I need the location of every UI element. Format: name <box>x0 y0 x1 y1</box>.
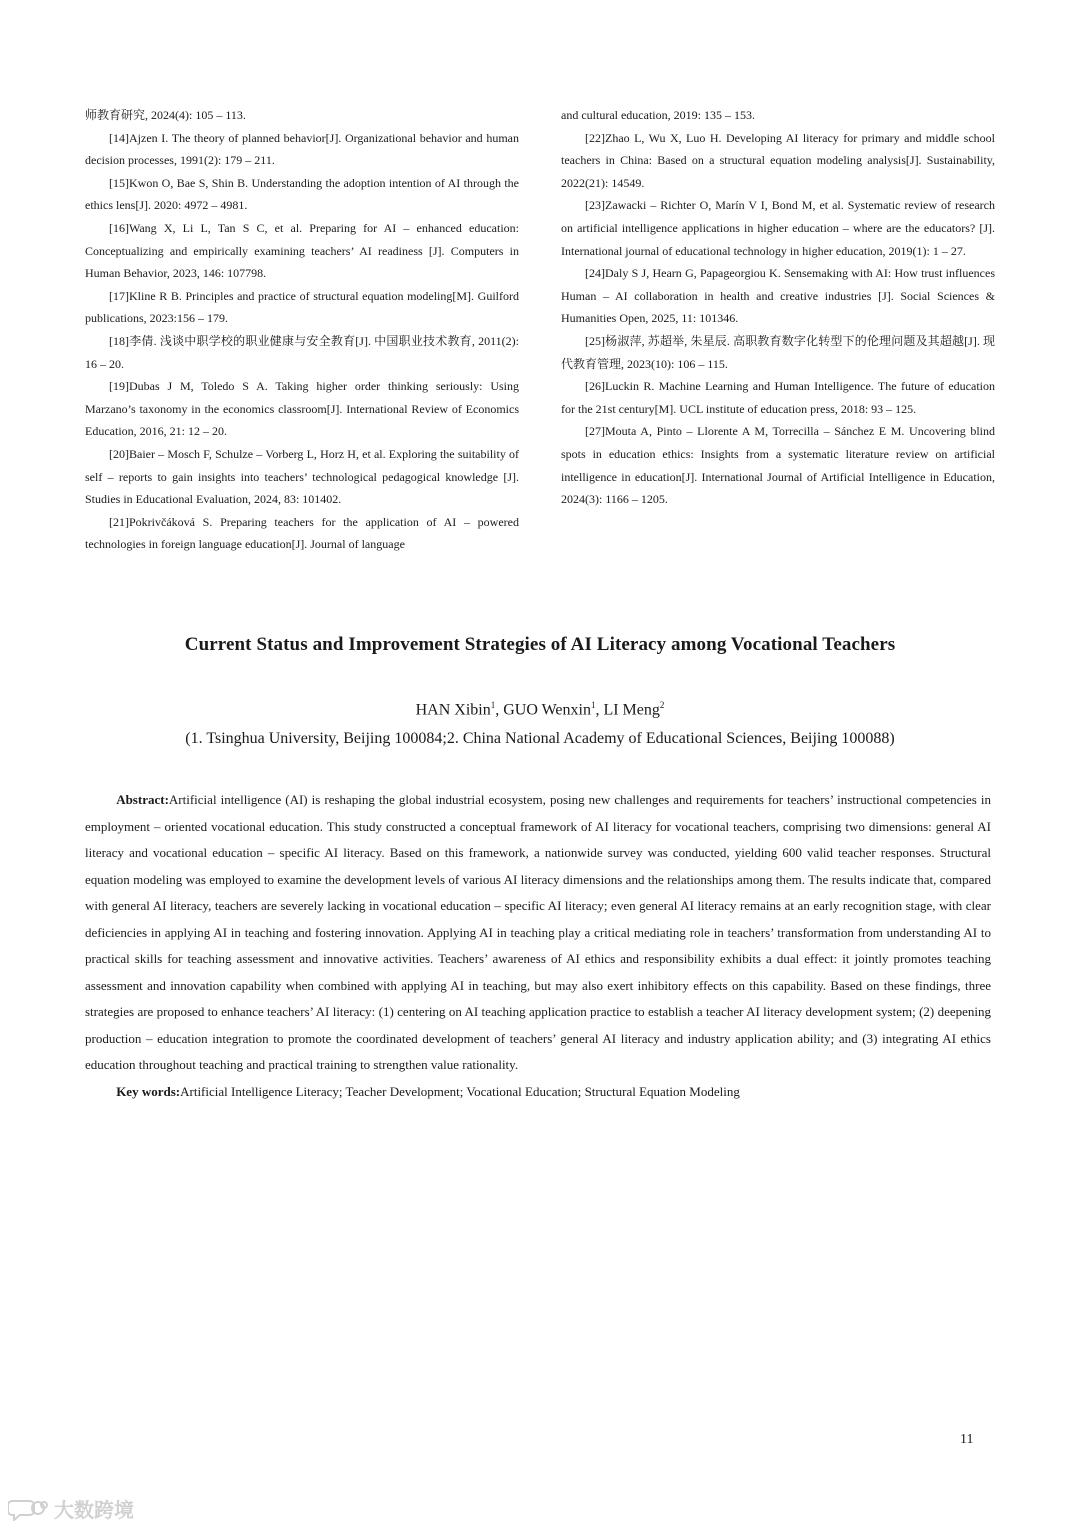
watermark <box>8 1494 134 1523</box>
reference-entry: 师教育研究, 2024(4): 105 – 113. <box>85 108 246 122</box>
affiliations: (1. Tsinghua University, Beijing 100084;2. China National Academy of Educational Sciences, Beijing 100088) <box>185 730 895 747</box>
keywords-label: Key words: <box>116 1083 181 1099</box>
author-line <box>0 700 1080 719</box>
abstract-text: Artificial intelligence (AI) is reshaping the global industrial ecosystem, posing new challenges and requirements for teachers’ instructional competencies in employment – oriented vocational education. This study constructed a conceptual framework of AI literacy for vocational teachers, comprising two dimensions: general AI literacy and vocational education – specific AI literacy. Based on this framework, a nationwide survey was conducted, yielding 600 valid teacher responses. Structural equation modeling was employed to examine the development levels of various AI literacy dimensions and the relationships among them. The results indicate that, compared with general AI literacy, teachers are severely lacking in vocational education – specific AI literacy; even general AI literacy remains at an early recognition stage, with clear deficiencies in applying AI in teaching and fostering innovation. Applying AI in teaching play a critical mediating role in teachers’ transformation from understanding AI to practical skills for teaching assessment and innovative activities. Teachers’ awareness of AI ethics and responsibility exhibits a dual effect: it jointly promotes teaching assessment and innovation capability when combined with applying AI in teaching, but may also exert inhibitory effects on this capability. Based on these findings, three strategies are proposed to enhance teachers’ AI literacy: (1) centering on AI teaching application practice to establish a teacher AI literacy development system; (2) deepening production – education integration to promote the coordinated development of teachers’ general AI literacy and industry application ability; and (3) integrating AI ethics education throughout teaching and practical training to strengthen value rationality. <box>85 792 991 1072</box>
author-affiliation-marker: 1 <box>490 700 496 710</box>
author-affiliation-marker: 1 <box>590 700 596 710</box>
reference-entry: [19]Dubas J M, Toledo S A. Taking higher order thinking seriously: Using Marzano’s taxonomy in the economics classroom[J]. International Review of Economics Education, 2016, 21: 12 – 20. <box>85 379 519 439</box>
author-name: GUO Wenxin <box>503 701 591 719</box>
keywords-text: Artificial Intelligence Literacy; Teacher Development; Vocational Education; Structural Equation Modeling <box>180 1083 740 1099</box>
reference-entry: [23]Zawacki – Richter O, Marín V I, Bond M, et al. Systematic review of research on artificial intelligence applications in higher education – where are the educators? [J]. International journal of educational technology in higher education, 2019(1): 1 – 27. <box>561 198 995 258</box>
keywords-paragraph <box>85 1079 991 1106</box>
reference-column-right <box>561 104 995 556</box>
reference-entry: and cultural education, 2019: 135 – 153. <box>561 108 755 122</box>
watermark-text: 大数跨境 <box>54 1498 134 1522</box>
reference-entry: [26]Luckin R. Machine Learning and Human Intelligence. The future of education for the 21st century[M]. UCL institute of education press, 2018: 93 – 125. <box>561 379 995 416</box>
page-number: 11 <box>960 1432 974 1447</box>
reference-entry: [25]杨淑萍, 苏超举, 朱星辰. 高职教育数字化转型下的伦理问题及其超越[J]. 现代教育管理, 2023(10): 106 – 115. <box>561 333 995 371</box>
reference-entry: [24]Daly S J, Hearn G, Papageorgiou K. Sensemaking with AI: How trust influences Human – AI collaboration in health and creative industries [J]. Social Sciences & Humanities Open, 2025, 11: 101346. <box>561 266 995 326</box>
abstract-block <box>85 787 991 1105</box>
author-separator: , <box>495 701 504 719</box>
speech-bubble-logo-icon <box>8 1497 48 1521</box>
reference-entry: [21]Pokrivčáková S. Preparing teachers for the application of AI – powered technologies in foreign language education[J]. Journal of language <box>85 514 519 552</box>
reference-entry: [27]Mouta A, Pinto – Llorente A M, Torrecilla – Sánchez E M. Uncovering blind spots in education ethics: Insights from a systematic literature review on artificial intelligence in education[J]. International Journal of Artificial Intelligence in Education, 2024(3): 1166 – 1205. <box>561 424 995 507</box>
reference-entry: [18]李倩. 浅谈中职学校的职业健康与安全教育[J]. 中国职业技术教育, 2011(2): 16 – 20. <box>85 333 519 371</box>
article-title: Current Status and Improvement Strategies of AI Literacy among Vocational Teachers <box>184 634 896 655</box>
reference-column-left <box>85 104 519 556</box>
reference-entry: [14]Ajzen I. The theory of planned behavior[J]. Organizational behavior and human decision processes, 1991(2): 179 – 211. <box>85 130 519 168</box>
reference-entry: [20]Baier – Mosch F, Schulze – Vorberg L, Horz H, et al. Exploring the suitability of self – reports to gain insights into teachers’ technological pedagogical knowledge [J]. Studies in Educational Evaluation, 2024, 83: 101402. <box>85 446 519 507</box>
reference-entry: [22]Zhao L, Wu X, Luo H. Developing AI literacy for primary and middle school teachers in China: Based on a structural equation modeling analysis[J]. Sustainability, 2022(21): 14549. <box>561 130 995 190</box>
reference-entry: [17]Kline R B. Principles and practice of structural equation modeling[M]. Guilford publications, 2023:156 – 179. <box>85 288 519 326</box>
author-affiliation-marker: 2 <box>659 700 665 710</box>
reference-entry: [16]Wang X, Li L, Tan S C, et al. Preparing for AI – enhanced education: Conceptualizing and empirically examining teachers’ AI readiness [J]. Computers in Human Behavior, 2023, 146: 107798. <box>85 220 519 281</box>
abstract-label: Abstract: <box>116 792 169 807</box>
author-separator: , <box>595 701 604 719</box>
author-name: HAN Xibin <box>415 701 491 719</box>
reference-entry: [15]Kwon O, Bae S, Shin B. Understanding the adoption intention of AI through the ethics lens[J]. 2020: 4972 – 4981. <box>85 175 519 213</box>
author-name: LI Meng <box>603 701 660 719</box>
abstract-paragraph <box>85 787 991 1079</box>
reference-list <box>85 104 995 556</box>
